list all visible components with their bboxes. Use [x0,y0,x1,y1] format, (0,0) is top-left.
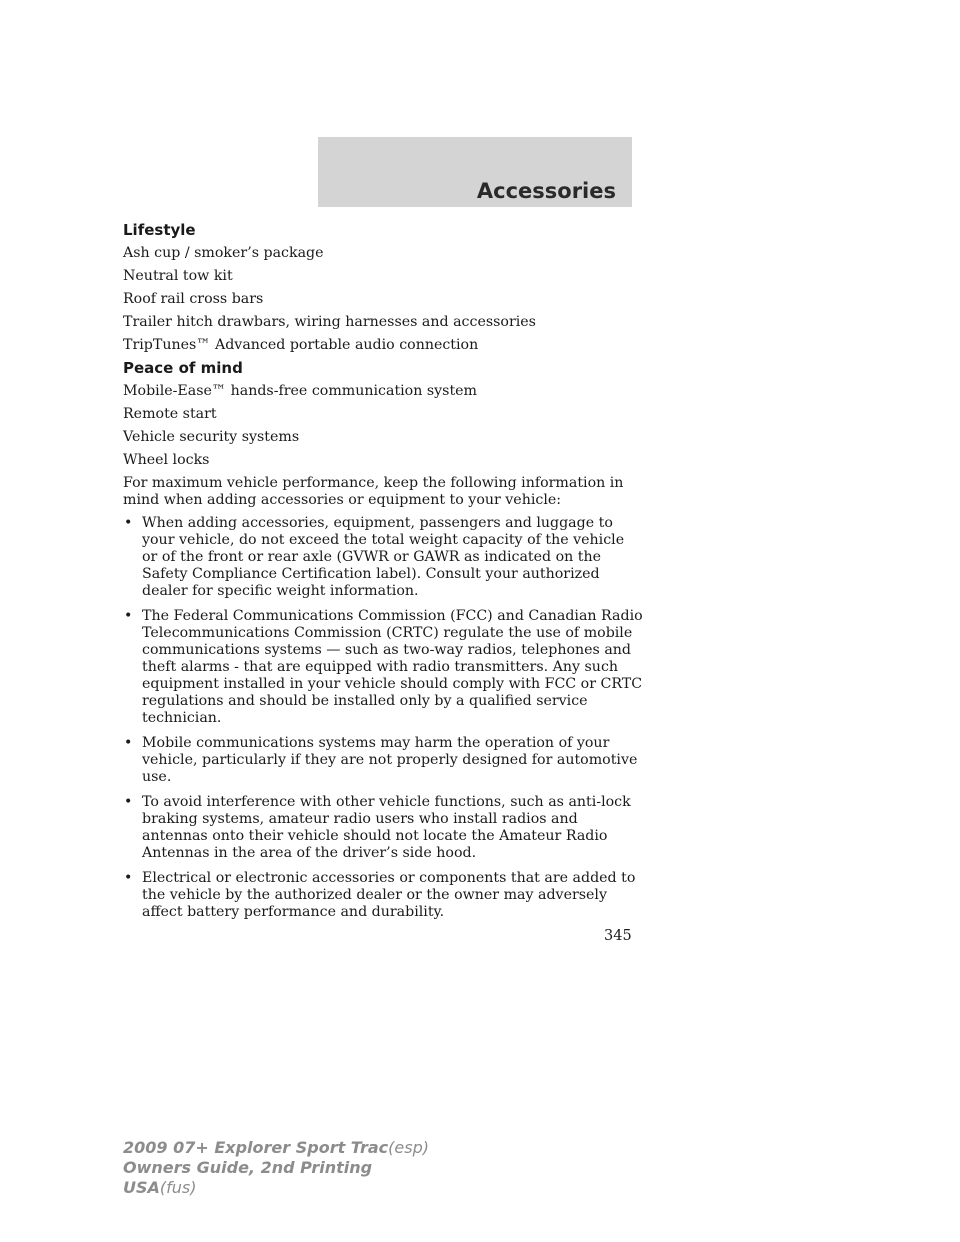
list-item: Roof rail cross bars [123,291,264,307]
section-header-band [318,137,632,207]
section-heading: Peace of mind [123,359,243,377]
bullet-text: The Federal Communications Commission (FCC) and Canadian Radio Telecommunications Commission (CRTC) regulate the use of mobile communications systems — such as two-way radios, telephones and theft alarms - that are equipped with radio transmitters. Any such equipment installed in your vehicle should comply with FCC or CRTC regulations and should be installed only by a qualified service technician. [142,608,643,726]
section-lifestyle [123,222,643,354]
list-item: TripTunes™ Advanced portable audio connection [123,337,479,353]
footer-line-market [123,1178,429,1198]
bullet-item [123,608,643,727]
section-peace-of-mind [123,360,643,469]
bullet-text: To avoid interference with other vehicle functions, such as anti-lock braking systems, amateur radio users who install radios and antennas onto their vehicle should not locate the Amateur Radio Antennas in the area of the driver’s side hood. [142,794,631,861]
bullet-text: Mobile communications systems may harm the operation of your vehicle, particularly if they are not properly designed for automotive use. [142,735,638,785]
bullet-icon: • [124,870,133,886]
footer-line-printing: Owners Guide, 2nd Printing [123,1158,373,1177]
bullet-item [123,794,643,862]
bullet-item [123,870,643,921]
bullet-icon: • [124,515,133,531]
bullet-item [123,735,643,786]
footer-model: 2009 07+ Explorer Sport Trac [123,1138,389,1157]
footer-market: USA [123,1178,160,1197]
list-item: Vehicle security systems [123,429,300,445]
bullet-icon: • [124,735,133,751]
bullet-list [123,515,643,921]
list-item: Trailer hitch drawbars, wiring harnesses and accessories [123,314,536,330]
bullet-text: When adding accessories, equipment, passengers and luggage to your vehicle, do not exceed the total weight capacity of the vehicle or of the front or rear axle (GVWR or GAWR as indicated on the Safety Compliance Certification label). Consult your authorized dealer for specific weight information. [142,515,625,599]
list-item: Ash cup / smoker’s package [123,245,324,261]
bullet-icon: • [124,794,133,810]
footer-line-model [123,1138,429,1158]
page-number: 345 [604,928,632,944]
section-heading: Lifestyle [123,221,196,239]
bullet-text: Electrical or electronic accessories or components that are added to the vehicle by the authorized dealer or the owner may adversely affect battery performance and durability. [142,870,636,920]
footer-market-code: (fus) [159,1178,197,1197]
page-content [123,222,643,929]
bullet-item [123,515,643,600]
list-item: Wheel locks [123,452,210,468]
document-footer [123,1138,429,1198]
bullet-icon: • [124,608,133,624]
section-title: Accessories [476,179,616,203]
list-item: Neutral tow kit [123,268,233,284]
intro-paragraph: For maximum vehicle performance, keep the following information in mind when adding accessories or equipment to your vehicle: [123,475,624,508]
list-item: Mobile-Ease™ hands-free communication system [123,383,477,399]
list-item: Remote start [123,406,217,422]
footer-model-code: (esp) [388,1138,429,1157]
